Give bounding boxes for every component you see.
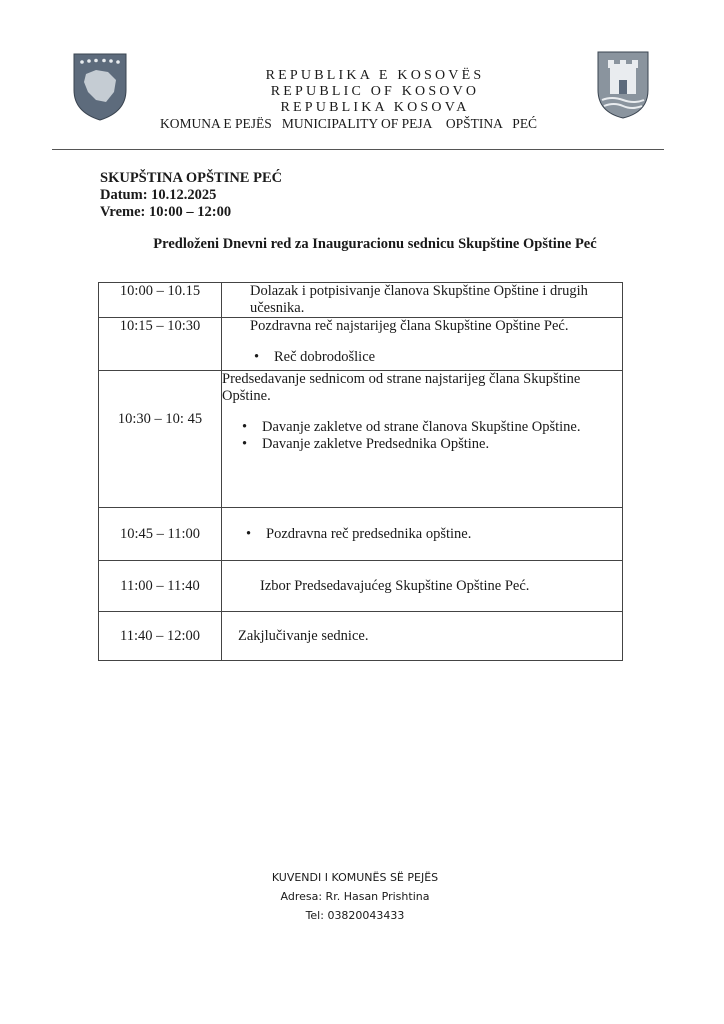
agenda-time: 10:00 – 10.15 xyxy=(99,283,222,318)
table-row xyxy=(99,318,623,371)
meeting-time: Vreme: 10:00 – 12:00 xyxy=(100,204,232,220)
agenda-time: 11:40 – 12:00 xyxy=(99,612,222,661)
header-line-albanian: REPUBLIKA E KOSOVËS xyxy=(265,68,485,83)
agenda-time: 10:45 – 11:00 xyxy=(99,508,222,561)
bullet-icon: • xyxy=(254,349,260,365)
agenda-item-text: Zakjlučivanje sednice. xyxy=(222,612,623,661)
peja-coat-of-arms-icon xyxy=(596,50,650,120)
bullet-icon: • xyxy=(242,419,248,435)
list-item-text: Reč dobrodošlice xyxy=(274,349,376,365)
agenda-item-text: Predsedavanje sednicom od strane najstarijeg člana Skupštine Opštine. xyxy=(222,371,581,404)
agenda-item-cell xyxy=(222,318,623,371)
agenda-time: 11:00 – 11:40 xyxy=(99,561,222,612)
agenda-item-text: Pozdravna reč najstarijeg člana Skupštine Opštine Peć. xyxy=(250,318,569,334)
list-item-text: Davanje zakletve od strane članova Skupštine Opštine. xyxy=(262,419,581,435)
municipality-sq: KOMUNA E PEJËS xyxy=(160,116,272,131)
agenda-item-cell xyxy=(222,508,623,561)
list-item xyxy=(246,526,622,543)
agenda-item-cell xyxy=(222,371,623,508)
bullet-icon: • xyxy=(242,436,248,452)
municipality-line xyxy=(160,116,590,132)
kosovo-coat-of-arms-icon xyxy=(72,50,128,122)
agenda-time: 10:15 – 10:30 xyxy=(99,318,222,371)
municipality-sr: OPŠTINA PEĆ xyxy=(445,116,538,131)
header-line-english: REPUBLIC OF KOSOVO xyxy=(270,84,480,99)
agenda-table xyxy=(98,282,623,661)
table-row xyxy=(99,371,623,508)
institution-name: SKUPŠTINA OPŠTINE PEĆ xyxy=(100,170,283,186)
list-item xyxy=(250,349,622,366)
footer-address: Adresa: Rr. Hasan Prishtina xyxy=(280,890,430,903)
table-row xyxy=(99,612,623,661)
footer-institution: KUVENDI I KOMUNËS SË PEJËS xyxy=(271,871,439,884)
list-item-text: Davanje zakletve Predsednika Opštine. xyxy=(262,436,490,452)
bullet-icon: • xyxy=(246,525,252,542)
agenda-title: Predloženi Dnevni red za Inauguracionu sednicu Skupštine Opštine Peć xyxy=(153,236,597,252)
agenda-item-text: Izbor Predsedavajućeg Skupštine Opštine Peć. xyxy=(222,561,623,612)
header-divider xyxy=(52,149,664,150)
agenda-time: 10:30 – 10: 45 xyxy=(99,371,222,508)
table-row xyxy=(99,561,623,612)
list-item-text: Pozdravna reč predsednika opštine. xyxy=(266,525,472,542)
list-item xyxy=(222,436,622,453)
table-row xyxy=(99,508,623,561)
municipality-en: MUNICIPALITY OF PEJA xyxy=(281,116,433,131)
footer-phone: Tel: 03820043433 xyxy=(305,909,405,922)
footer xyxy=(240,868,470,925)
agenda-item-text: Dolazak i potpisivanje članova Skupštine Opštine i drugih učesnika. xyxy=(222,283,623,318)
list-item xyxy=(222,419,622,436)
table-row xyxy=(99,283,623,318)
header-line-serbian: REPUBLIKA KOSOVA xyxy=(280,100,470,115)
meeting-date: Datum: 10.12.2025 xyxy=(100,187,217,203)
